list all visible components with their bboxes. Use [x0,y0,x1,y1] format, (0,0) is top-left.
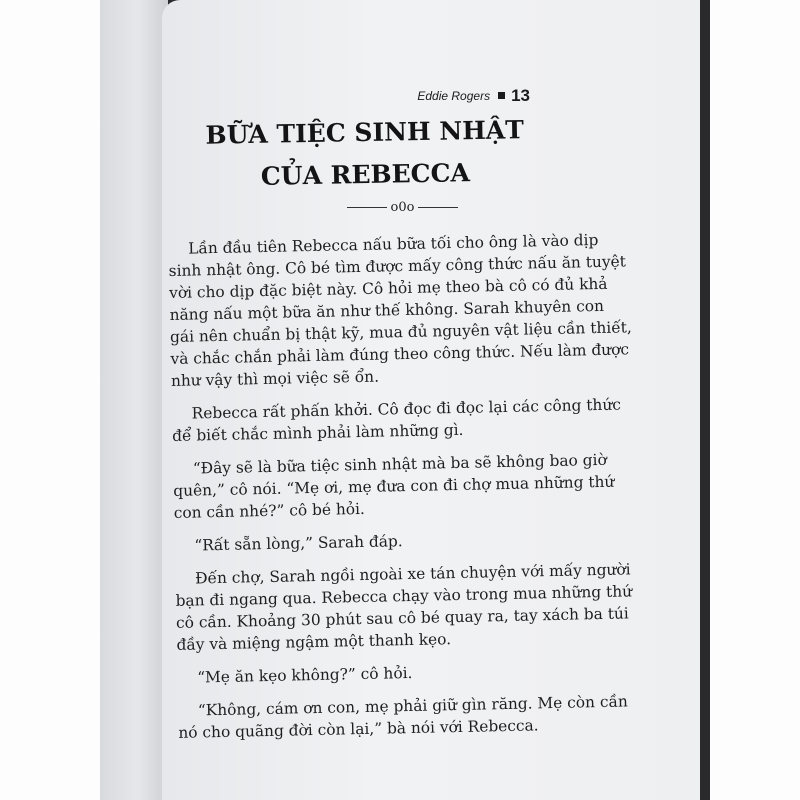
chapter-body [168,228,641,755]
page-number: 13 [511,86,530,105]
running-head [330,86,530,106]
paragraph: “Không, cám ơn con, mẹ phải giữ gìn răng. Mẹ còn cần nó cho quãng đời còn lại,” bà nói với Rebecca. [178,692,629,742]
square-bullet-icon [498,92,505,99]
paragraph: “Mẹ ăn kẹo không?” cô hỏi. [197,663,413,687]
left-page-edge [100,0,168,800]
paragraph: Lần đầu tiên Rebecca nấu bữa tối cho ông là vào dịp sinh nhật ông. Cô bé tìm được mấy công thức nấu ăn tuyệt vời cho dịp đặc biệt này. Cô hỏi mẹ theo bà cô có đủ khả năng nấu một bữa ăn như thế không. Sarah khuyên con gái nên chuẩn bị thật kỹ, mua đủ nguyên vật liệu cần thiết, và chắc chắn phải làm đúng theo công thức. Nếu làm được như vậy thì mọi việc sẽ ổn. [168,230,632,390]
title-ornament [335,200,470,215]
paragraph: Đến chợ, Sarah ngồi ngoài xe tán chuyện với mấy người bạn đi ngang qua. Rebecca chạy vào trong mua những thứ cô cần. Khoảng 30 phút sau cô bé quay ra, tay xách ba túi đầy và miệng ngậm một thanh kẹo. [175,560,633,654]
paragraph: “Đây sẽ là bữa tiệc sinh nhật mà ba sẽ không bao giờ quên,” cô nói. “Mẹ ơi, mẹ đưa con đi chợ mua những thứ con cần nhé?” cô bé hỏi. [173,450,615,522]
ornament-mark: o0o [390,200,415,215]
chapter-title [199,109,530,199]
chapter-title-line-1: BỮA TIỆC SINH NHẬT [205,115,525,150]
chapter-title-line-2: CỦA REBECCA [260,158,471,191]
running-head-author: Eddie Rogers [417,89,491,103]
paragraph: Rebecca rất phấn khởi. Cô đọc đi đọc lại các công thức để biết chắc mình phải làm những gì. [171,395,622,445]
ornament-rule-left [347,207,387,208]
ornament-rule-right [418,207,458,208]
paragraph: “Rất sẵn lòng,” Sarah đáp. [194,532,403,555]
